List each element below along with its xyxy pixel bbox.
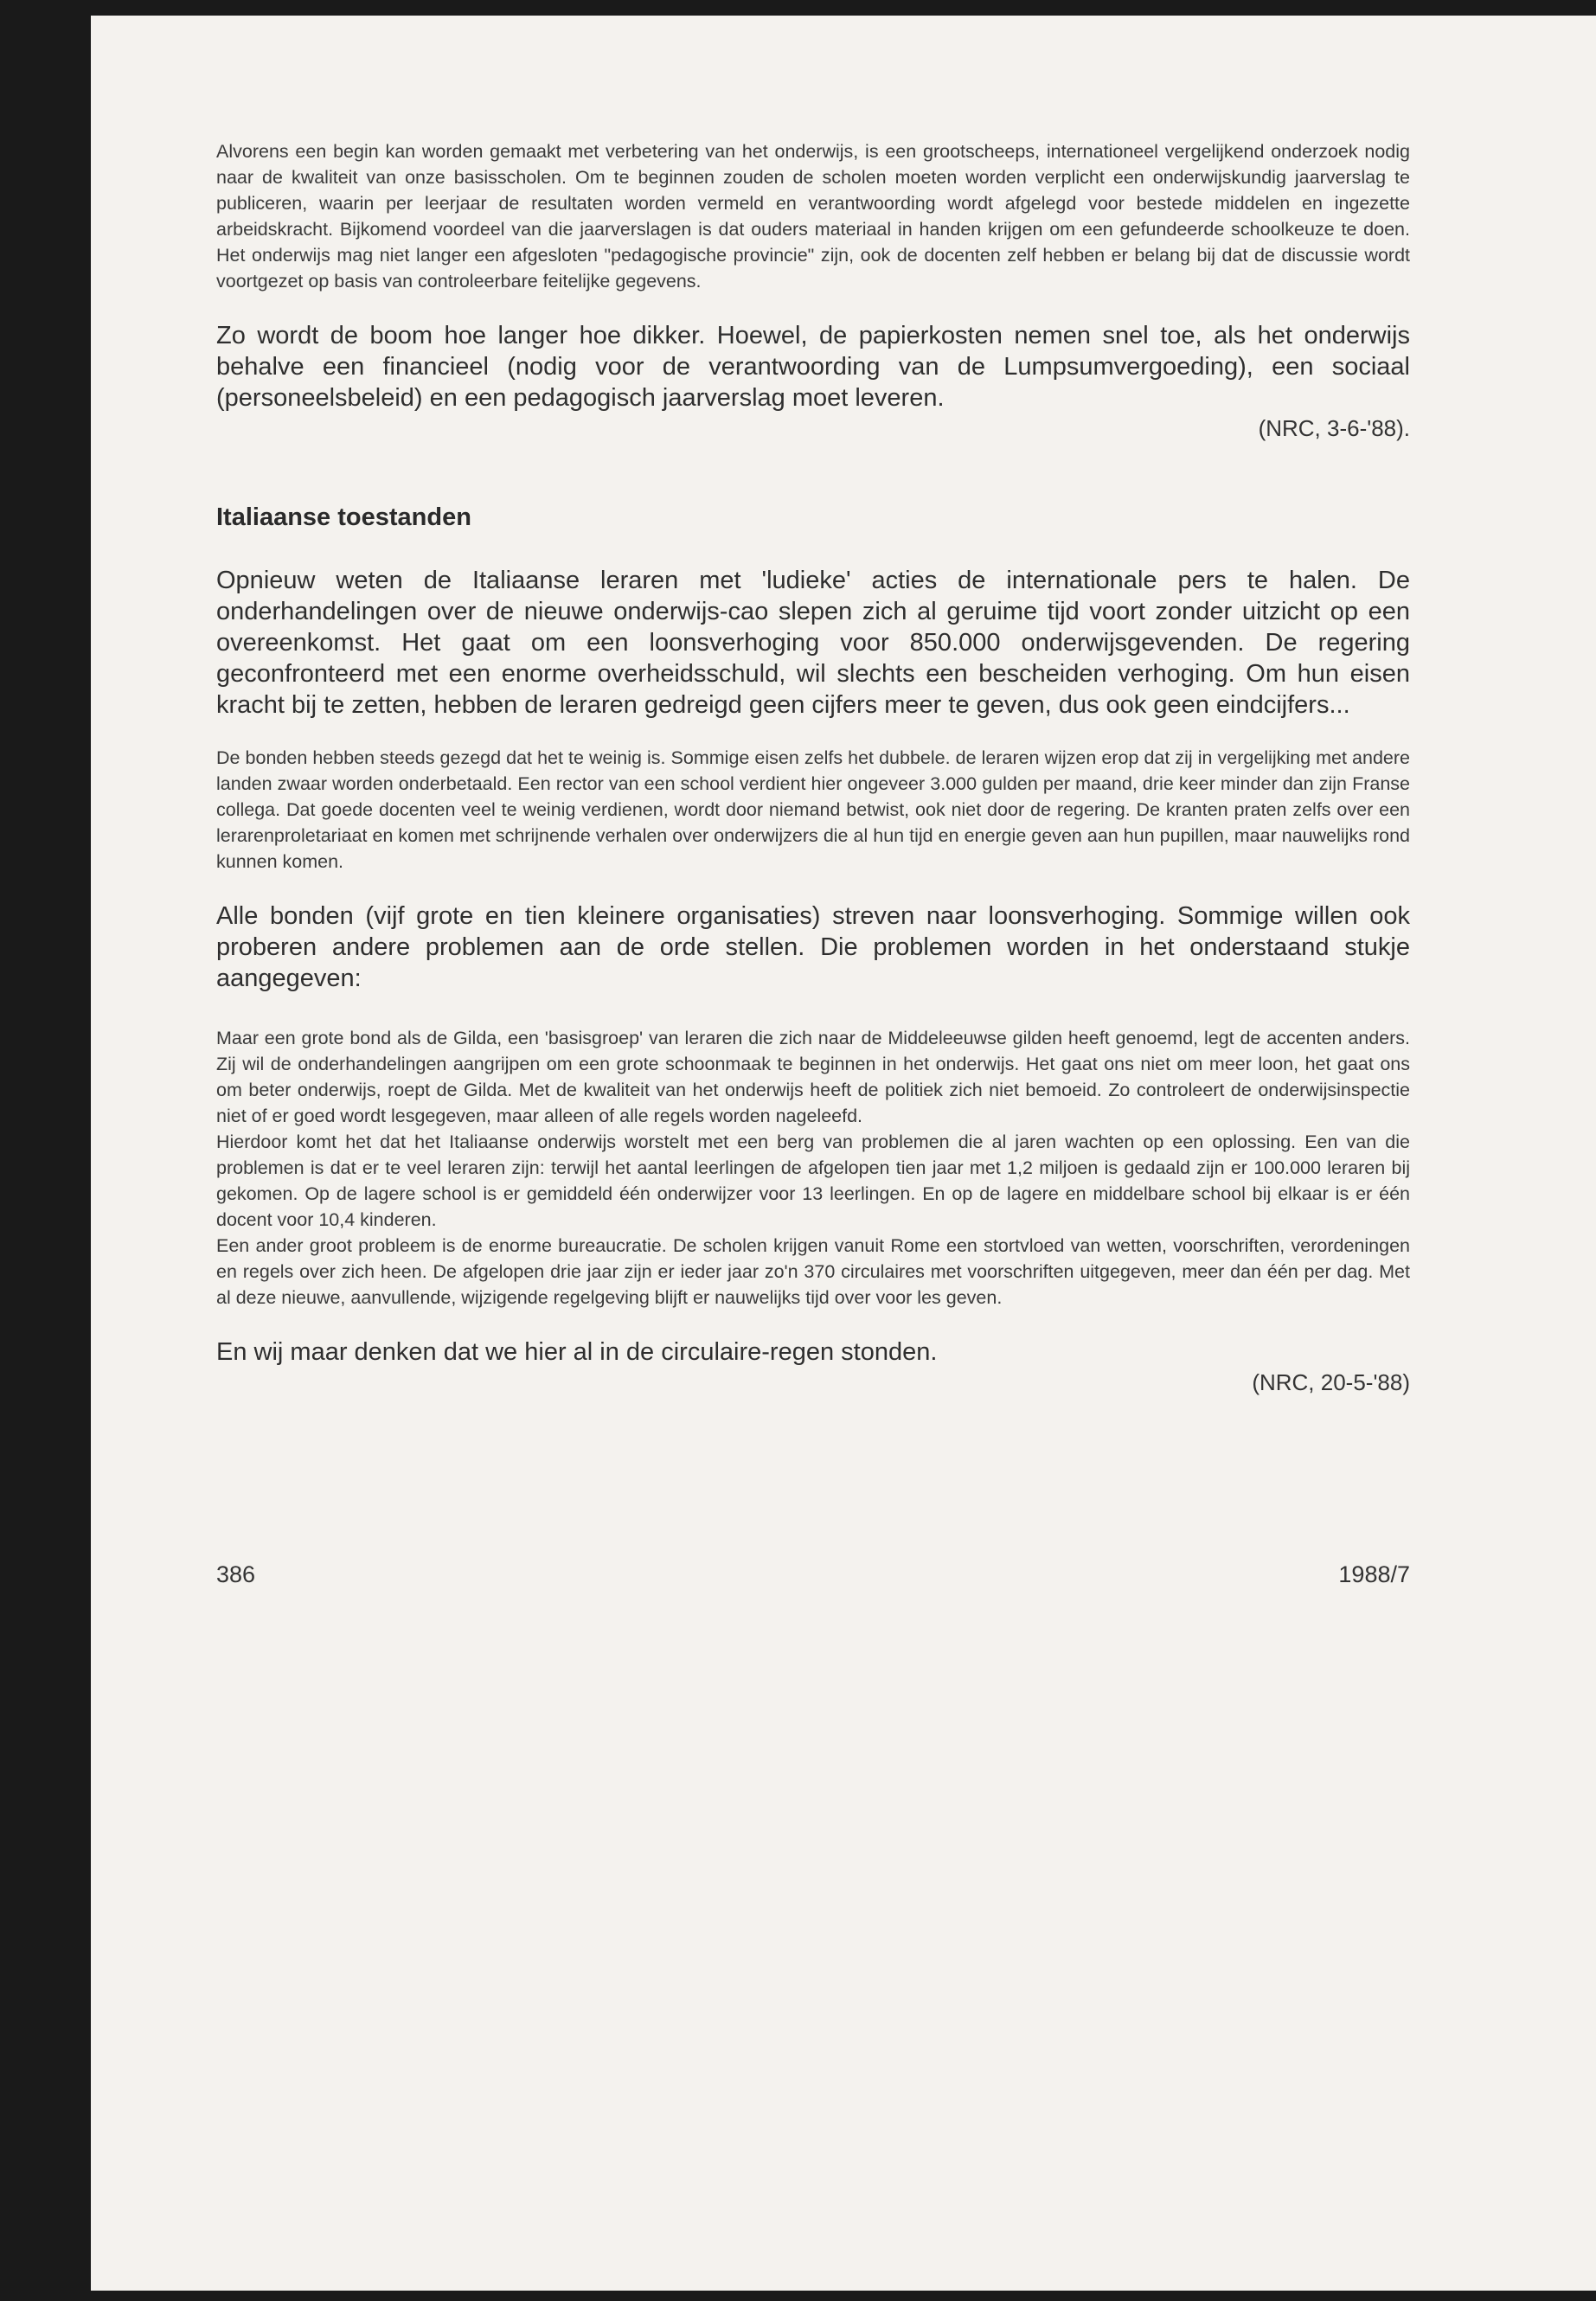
article1-citation: (NRC, 3-6-'88). <box>1258 415 1410 441</box>
article2-quote2-p1: Maar een grote bond als de Gilda, een 'basisgroep' van leraren die zich naar de Middeleeuwse gilden heeft genoemd, legt de accenten anders. Zij wil de onderhandelingen aangrijpen om een grote schoonmaak te beginnen in het onderwijs. Het gaat ons niet om meer loon, het gaat ons om beter onderwijs, roept de Gilda. Met de kwaliteit van het onderwijs heeft de politiek zich niet bemoeid. Zo controleert de onderwijsinspectie niet of er goed wordt lesgegeven, maar alleen of alle regels worden nageleefd. <box>216 1028 1410 1126</box>
article2-intro: Opnieuw weten de Italiaanse leraren met 'ludieke' acties de internationale pers te halen. De onderhandelingen over de nieuwe onderwijs-cao slepen zich al geruime tijd voort zonder uitzicht op een overeenkomst. Het gaat om een loonsverhoging voor 850.000 onderwijsgevenden. De regering geconfronteerd met een enorme overheidsschuld, wil slechts een bescheiden verhoging. Om hun eisen kracht bij te zetten, hebben de leraren gedreigd geen cijfers meer te geven, dus ook geen eindcijfers... <box>216 567 1410 719</box>
article2-heading: Italiaanse toestanden <box>216 503 471 531</box>
article2-quote1: De bonden hebben steeds gezegd dat het te weinig is. Sommige eisen zelfs het dubbele. de leraren wijzen erop dat zij in vergelijking met andere landen zwaar worden onderbetaald. Een rector van een school verdient hier ongeveer 3.000 gulden per maand, drie keer minder dan zijn Franse collega. Dat goede docenten veel te weinig verdienen, wordt door niemand betwist, ook niet door de regering. De kranten praten zelfs over een lerarenproletariaat en komen met schrijnende verhalen over onderwijzers die al hun tijd en energie geven aan hun pupillen, maar nauwelijks rond kunnen komen. <box>216 747 1410 872</box>
article2-quote2-p3: Een ander groot probleem is de enorme bureaucratie. De scholen krijgen vanuit Rome een stortvloed van wetten, voorschriften, verordeningen en regels over zich heen. De afgelopen drie jaar zijn er ieder jaar zo'n 370 circulaires met voorschriften uitgegeven, meer dan één per dag. Met al deze nieuwe, aanvullende, wijzigende regelgeving blijft er nauwelijks tijd over voor les geven. <box>216 1235 1410 1308</box>
issue-number: 1988/7 <box>1338 1561 1410 1587</box>
article2-closing: En wij maar denken dat we hier al in de circulaire-regen stonden. <box>216 1338 938 1366</box>
article2-quote2-p2: Hierdoor komt het dat het Italiaanse onderwijs worstelt met een berg van problemen die al jaren wachten op een oplossing. Een van die problemen is dat er te veel leraren zijn: terwijl het aantal leerlingen de afgelopen tien jaar met 1,2 miljoen is gedaald zijn er 100.000 leraren bij gekomen. Op de lagere school is er gemiddeld één onderwijzer voor 13 leerlingen. En op de lagere en middelbare school bij elkaar is er één docent voor 10,4 kinderen. <box>216 1131 1410 1230</box>
page-number: 386 <box>216 1561 256 1587</box>
article2-citation: (NRC, 20-5-'88) <box>1252 1369 1410 1395</box>
article1-comment: Zo wordt de boom hoe langer hoe dikker. Hoewel, de papierkosten nemen snel toe, als het onderwijs behalve een financieel (nodig voor de verantwoording van de Lumpsumvergoeding), een sociaal (personeelsbeleid) en een pedagogisch jaarverslag moet leveren. <box>216 322 1410 412</box>
page-footer <box>216 1561 1410 1596</box>
article2-middle: Alle bonden (vijf grote en tien kleinere organisaties) streven naar loonsverhoging. Sommige willen ook proberen andere problemen aan de orde stellen. Die problemen worden in het onderstaand stukje aangegeven: <box>216 902 1410 992</box>
article1-quote: Alvorens een begin kan worden gemaakt met verbetering van het onderwijs, is een grootscheeps, internationeel vergelijkend onderzoek nodig naar de kwaliteit van onze basisscholen. Om te beginnen zouden de scholen moeten worden verplicht een onderwijskundig jaarverslag te publiceren, waarin per leerjaar de resultaten worden vermeld en verantwoording wordt afgelegd voor bestede middelen en ingezette arbeidskracht. Bijkomend voordeel van die jaarverslagen is dat ouders materiaal in handen krijgen om een gefundeerde schoolkeuze te doen. Het onderwijs mag niet langer een afgesloten "pedagogische provincie" zijn, ook de docenten zelf hebben er belang bij dat de discussie wordt voortgezet op basis van controleerbare feitelijke gegevens. <box>216 141 1410 292</box>
page-content <box>216 138 1410 1596</box>
